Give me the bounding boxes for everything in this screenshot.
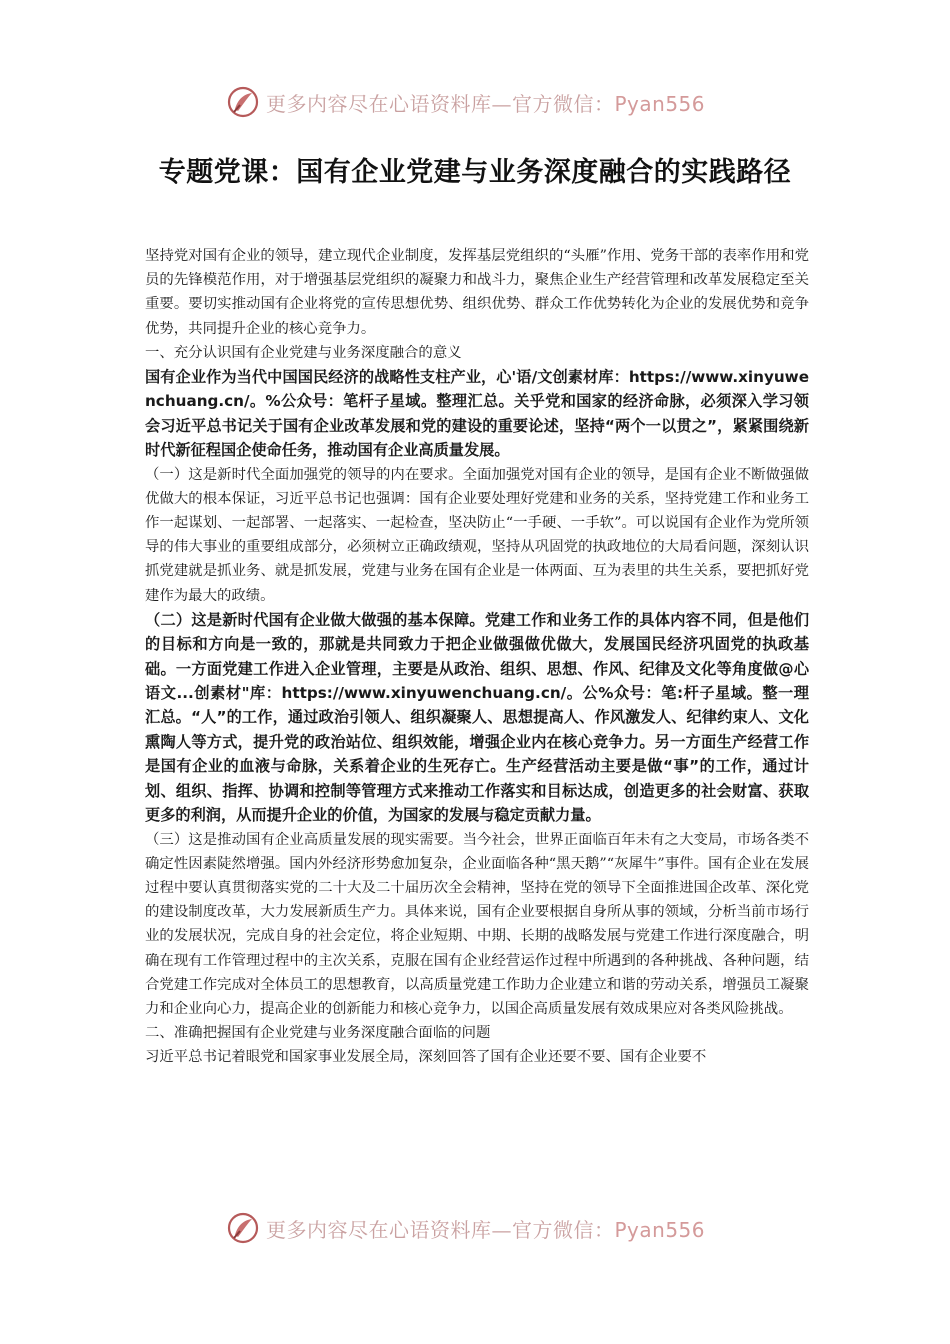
- header-watermark-banner: [226, 82, 746, 122]
- document-title: 专题党课：国有企业党建与业务深度融合的实践路径: [158, 157, 792, 188]
- section-heading-1: 一、充分认识国有企业党建与业务深度融合的意义: [145, 344, 462, 361]
- footer-watermark-banner: [226, 1208, 746, 1248]
- paragraph-point-3: （三）这是推动国有企业高质量发展的现实需要。当今社会，世界正面临百年未有之大变局，市场各类不确定性因素陡然增强。国内外经济形势愈加复杂，企业面临各种“黑天鹅”“灰犀牛”事件。国有企业在发展过程中要认真贯彻落实党的二十大及二十届历次全会精神，坚持在党的领导下全面推进国企改革、深化党的建设制度改革，大力发展新质生产力。具体来说，国有企业要根据自身所从事的领域，分析当前市场行业的发展状况，完成自身的社会定位，将企业短期、中期、长期的战略发展与党建工作进行深度融合，明确在现有工作管理过程中的主次关系，克服在国有企业经营运作过程中所遇到的各种挑战、各种问题，结合党建工作完成对全体员工的思想教育，以高质量党建工作助力企业建立和谐的劳动关系，增强员工凝聚力和企业向心力，提高企业的创新能力和核心竞争力，以国企高质量发展有效成果应对各类风险挑战。: [145, 831, 809, 1017]
- document-body: [145, 244, 809, 1070]
- bold-paragraph-significance: 国有企业作为当代中国国民经济的战略性支柱产业，心'语/文创素材库：https://www.xinyuwenchuang.cn/。%公众号：笔杆子星域。整理汇总。关乎党和国家的经济命脉，必须深入学习领会习近平总书记关于国有企业改革发展和党的建设的重要论述，坚持“两个一以贯之”，紧紧围绕新时代新征程国企使命任务，推动国有企业高质量发展。: [145, 368, 809, 460]
- banner-text: 更多内容尽在心语资料库—官方微信：Pyan556: [266, 1217, 706, 1242]
- banner-text: 更多内容尽在心语资料库—官方微信：Pyan556: [266, 91, 706, 116]
- bold-paragraph-point-2: （二）这是新时代国有企业做大做强的基本保障。党建工作和业务工作的具体内容不同，但是他们的目标和方向是一致的，那就是共同致力于把企业做强做优做大，发展国民经济巩固党的执政基础。一方面党建工作进入企业管理，主要是从政治、组织、思想、作风、纪律及文化等角度做@心语文...创素材"库：https://www.xinyuwenchuang.cn/。公%众号：笔:杆子星域。整一理汇总。“人”的工作，通过政治引领人、组织凝聚人、思想提高人、作风激发人、纪律约束人、文化熏陶人等方式，提升党的政治站位、组织效能，增强企业内在核心竞争力。另一方面生产经营工作是国有企业的血液与命脉，关系着企业的生死存亡。生产经营活动主要是做“事”的工作，通过计划、组织、指挥、协调和控制等管理方式来推动工作落实和目标达成，创造更多的社会财富、获取更多的利润，从而提升企业的价值，为国家的发展与稳定贡献力量。: [145, 610, 809, 825]
- wechat-id: Pyan556: [614, 1217, 706, 1242]
- intro-paragraph: 坚持党对国有企业的领导，建立现代企业制度，发挥基层党组织的“头雁”作用、党务干部的表率作用和党员的先锋模范作用，对于增强基层党组织的凝聚力和战斗力，聚焦企业生产经营管理和改革发展稳定至关重要。要切实推动国有企业将党的宣传思想优势、组织优势、群众工作优势转化为企业的发展优势和竞争优势，共同提升企业的核心竞争力。: [145, 248, 809, 337]
- paragraph-section-2-start: 习近平总书记着眼党和国家事业发展全局，深刻回答了国有企业还要不要、国有企业要不: [145, 1049, 707, 1066]
- logo-icon: [226, 1211, 260, 1245]
- wechat-id: Pyan556: [614, 91, 706, 116]
- logo-icon: [226, 85, 260, 119]
- paragraph-point-1: （一）这是新时代全面加强党的领导的内在要求。全面加强党对国有企业的领导，是国有企业不断做强做优做大的根本保证，习近平总书记也强调：国有企业要处理好党建和业务的关系，坚持党建工作和业务工作一起谋划、一起部署、一起落实、一起检查，坚决防止“一手硬、一手软”。可以说国有企业作为党所领导的伟大事业的重要组成部分，必须树立正确政绩观，坚持从巩固党的执政地位的大局看问题，深刻认识抓党建就是抓业务、就是抓发展，党建与业务在国有企业是一体两面、互为表里的共生关系，要把抓好党建作为最大的政绩。: [145, 466, 809, 604]
- section-heading-2: 二、准确把握国有企业党建与业务深度融合面临的问题: [145, 1025, 491, 1042]
